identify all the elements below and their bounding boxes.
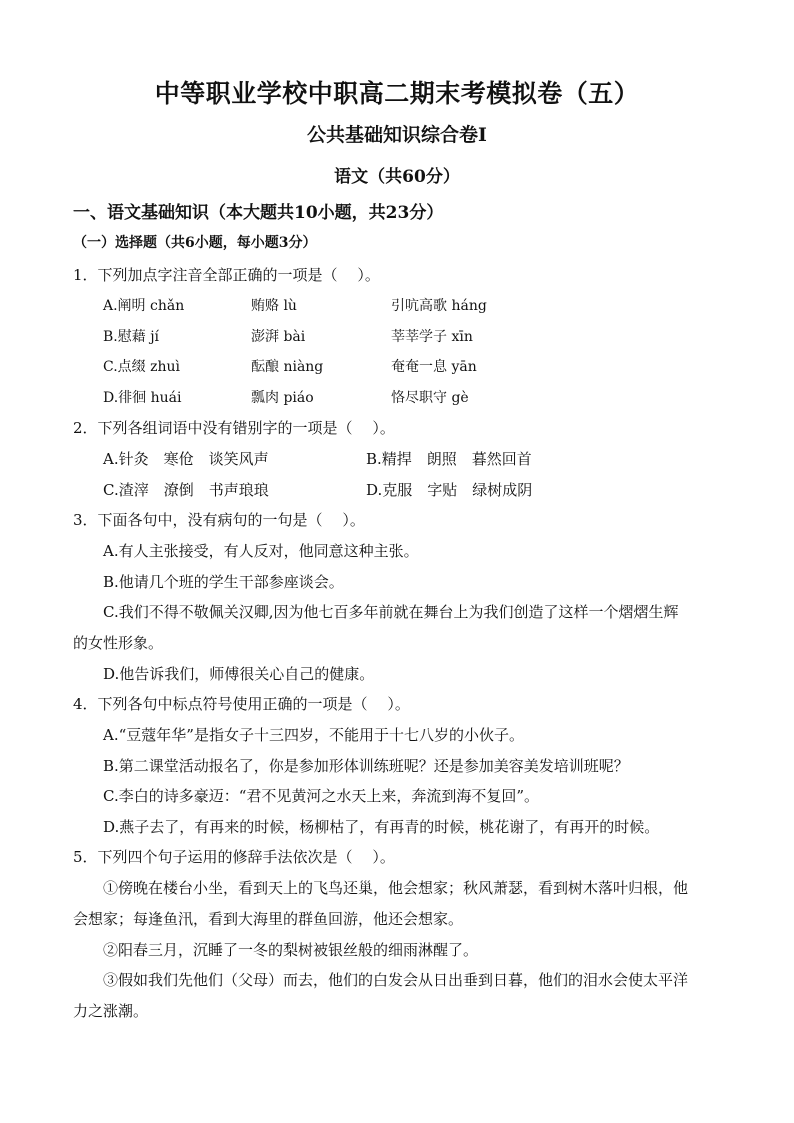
q5-sentence-2: ②阳春三月，沉睡了一冬的梨树被银丝般的细雨淋醒了。 bbox=[103, 941, 479, 959]
q3-option-a: A.有人主张接受，有人反对，他同意这种主张。 bbox=[103, 542, 419, 560]
q4-option-a: A.“豆蔻年华”是指女子十三四岁，不能用于十七八岁的小伙子。 bbox=[103, 726, 524, 744]
question-2-stem: 2．下列各组词语中没有错别字的一项是（ ）。 bbox=[73, 419, 395, 437]
question-4-stem: 4．下列各句中标点符号使用正确的一项是（ ）。 bbox=[73, 695, 410, 713]
q5-sentence-3-line1: ③假如我们先他们（父母）而去，他们的白发会从日出垂到日暮，他们的泪水会使太平洋 bbox=[103, 971, 689, 989]
q3-option-d: D.他告诉我们，师傅很关心自己的健康。 bbox=[103, 665, 375, 683]
q1-option-d-3: 恪尽职守 gè bbox=[391, 390, 469, 406]
q2-option-d: D.克服 字贴 绿树成阴 bbox=[366, 481, 533, 499]
q1-option-a-2: 贿赂 lù bbox=[251, 298, 297, 314]
q3-option-c-line2: 的女性形象。 bbox=[73, 634, 164, 652]
q1-option-a-1: A.阐明 chǎn bbox=[103, 298, 185, 314]
q5-sentence-1-line1: ①傍晚在楼台小坐，看到天上的飞鸟还巢，他会想家；秋风萧瑟，看到树木落叶归根，他 bbox=[103, 879, 689, 897]
q1-option-c-2: 酝酿 niàng bbox=[251, 359, 324, 375]
q5-sentence-1-line2: 会想家；每逢鱼汛，看到大海里的群鱼回游，他还会想家。 bbox=[73, 910, 464, 928]
question-3-stem: 3．下面各句中，没有病句的一句是（ ）。 bbox=[73, 511, 365, 529]
q1-option-b-2: 澎湃 bài bbox=[251, 329, 306, 345]
q1-option-c-3: 奄奄一息 yān bbox=[391, 359, 477, 375]
q2-option-a: A.针灸 寒伧 谈笑风声 bbox=[103, 450, 269, 468]
exam-subtitle: 公共基础知识综合卷Ⅰ bbox=[307, 124, 487, 146]
question-1-stem: 1．下列加点字注音全部正确的一项是（ ）。 bbox=[73, 266, 380, 284]
q1-option-c-1: C.点缀 zhuì bbox=[103, 359, 180, 375]
q1-option-b-1: B.慰藉 jí bbox=[103, 329, 160, 345]
q5-sentence-3-line2: 力之涨潮。 bbox=[73, 1002, 149, 1020]
q1-option-b-3: 莘莘学子 xīn bbox=[391, 329, 473, 345]
q3-option-c-line1: C.我们不得不敬佩关汉卿,因为他七百多年前就在舞台上为我们创造了这样一个熠熠生辉 bbox=[103, 603, 679, 621]
q4-option-c: C.李白的诗多豪迈：“君不见黄河之水天上来，奔流到海不复回”。 bbox=[103, 787, 540, 805]
q3-option-b: B.他请几个班的学生干部参座谈会。 bbox=[103, 573, 344, 591]
q1-option-a-3: 引吭高歌 háng bbox=[391, 298, 487, 314]
exam-title: 中等职业学校中职高二期末考模拟卷（五） bbox=[154, 79, 640, 108]
q1-option-d-1: D.徘徊 huái bbox=[103, 390, 182, 406]
subject-label: 语文（共60分） bbox=[334, 167, 460, 187]
question-5-stem: 5．下列四个句子运用的修辞手法依次是（ ）。 bbox=[73, 848, 395, 866]
q2-option-b: B.精捍 朗照 暮然回首 bbox=[366, 450, 532, 468]
q2-option-c: C.渣滓 潦倒 书声琅琅 bbox=[103, 481, 269, 499]
part-heading: （一）选择题（共6小题，每小题3分） bbox=[73, 235, 317, 251]
section-heading: 一、语文基础知识（本大题共10小题，共23分） bbox=[73, 203, 444, 223]
q4-option-d: D.燕子去了，有再来的时候，杨柳枯了，有再青的时候，桃花谢了，有再开的时候。 bbox=[103, 818, 660, 836]
q4-option-b: B.第二课堂活动报名了，你是参加形体训练班呢？还是参加美容美发培训班呢？ bbox=[103, 757, 629, 775]
q1-option-d-2: 瓢肉 piáo bbox=[251, 390, 314, 406]
